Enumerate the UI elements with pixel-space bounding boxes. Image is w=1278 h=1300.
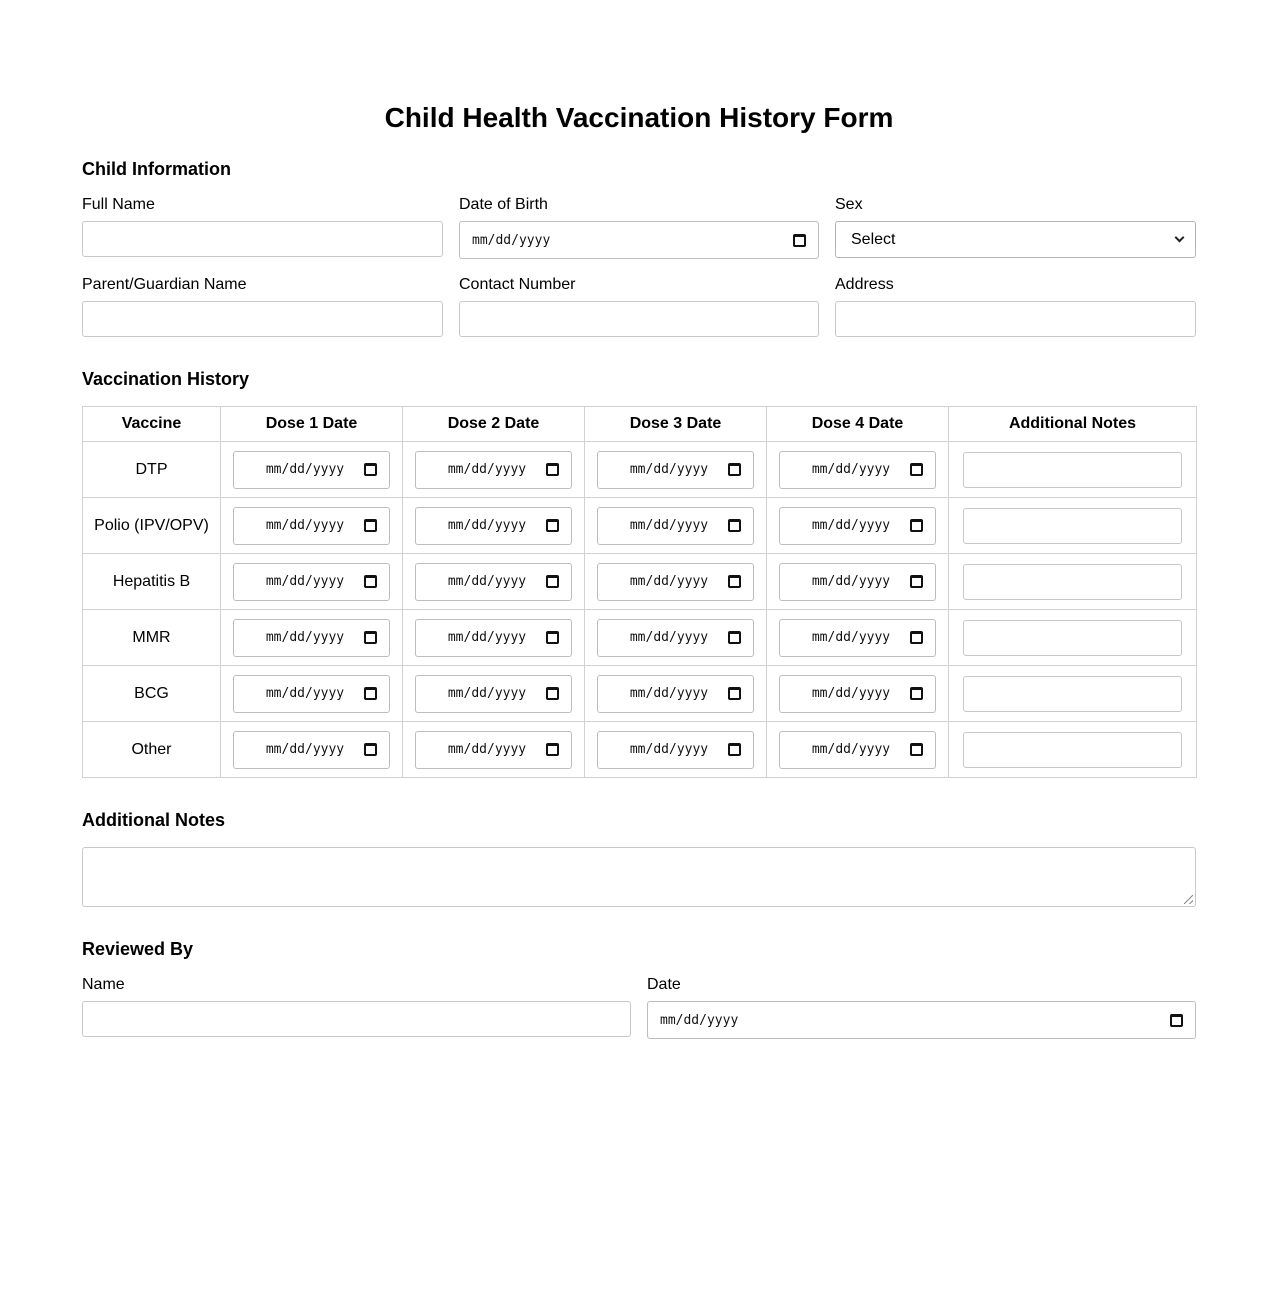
notes-cell (949, 666, 1197, 722)
row-notes-input[interactable] (963, 452, 1182, 488)
dose-4-cell (767, 554, 949, 610)
resize-handle-icon[interactable] (1184, 895, 1193, 904)
calendar-icon[interactable] (364, 631, 377, 644)
sex-select-value: Select (851, 230, 896, 248)
dose-4-date-input[interactable] (779, 675, 936, 713)
calendar-icon[interactable] (546, 575, 559, 588)
additional-notes-heading: Additional Notes (82, 810, 225, 830)
date-placeholder: mm/dd/yyyy (629, 630, 709, 645)
row-notes-input[interactable] (963, 676, 1182, 712)
reviewer-name-input[interactable] (82, 1001, 631, 1037)
dose-3-cell (585, 442, 767, 498)
date-placeholder: mm/dd/yyyy (447, 686, 527, 701)
dose-2-cell (403, 498, 585, 554)
vaccine-name-cell: Other (83, 722, 221, 778)
calendar-icon[interactable] (728, 687, 741, 700)
dose-1-date-input[interactable] (233, 731, 390, 769)
review-date-label: Date (647, 976, 681, 993)
parent-guardian-input[interactable] (82, 301, 443, 337)
date-placeholder: mm/dd/yyyy (811, 574, 891, 589)
dose-4-cell (767, 610, 949, 666)
date-of-birth-label: Date of Birth (459, 196, 548, 213)
parent-guardian-label: Parent/Guardian Name (82, 276, 247, 293)
table-row (83, 666, 1197, 722)
calendar-icon[interactable] (728, 463, 741, 476)
calendar-icon[interactable] (546, 631, 559, 644)
dose-3-cell (585, 498, 767, 554)
vaccination-table (82, 406, 1197, 778)
dose-2-date-input[interactable] (415, 731, 572, 769)
calendar-icon[interactable] (793, 234, 806, 247)
notes-cell (949, 498, 1197, 554)
sex-label: Sex (835, 196, 863, 213)
dose-3-cell (585, 666, 767, 722)
dose-2-cell (403, 442, 585, 498)
date-placeholder: mm/dd/yyyy (265, 630, 345, 645)
date-placeholder: mm/dd/yyyy (660, 1012, 739, 1028)
dose-1-date-input[interactable] (233, 507, 390, 545)
dose-1-cell (221, 442, 403, 498)
date-placeholder: mm/dd/yyyy (472, 232, 551, 248)
dose-1-date-input[interactable] (233, 563, 390, 601)
contact-number-input[interactable] (459, 301, 819, 337)
dose-2-cell (403, 666, 585, 722)
calendar-icon[interactable] (364, 519, 377, 532)
calendar-icon[interactable] (546, 743, 559, 756)
date-placeholder: mm/dd/yyyy (265, 462, 345, 477)
dose-1-date-input[interactable] (233, 675, 390, 713)
calendar-icon[interactable] (728, 575, 741, 588)
full-name-input[interactable] (82, 221, 443, 257)
table-row (83, 554, 1197, 610)
calendar-icon[interactable] (364, 575, 377, 588)
row-notes-input[interactable] (963, 732, 1182, 768)
review-date-input[interactable] (647, 1001, 1196, 1039)
address-input[interactable] (835, 301, 1196, 337)
calendar-icon[interactable] (910, 463, 923, 476)
dose-4-date-input[interactable] (779, 451, 936, 489)
dose-3-date-input[interactable] (597, 563, 754, 601)
dose-4-cell (767, 498, 949, 554)
dose-3-cell (585, 722, 767, 778)
row-notes-input[interactable] (963, 564, 1182, 600)
calendar-icon[interactable] (910, 631, 923, 644)
vaccination-table-body (83, 442, 1197, 778)
notes-cell (949, 442, 1197, 498)
date-placeholder: mm/dd/yyyy (447, 574, 527, 589)
column-header-dose-4: Dose 4 Date (767, 407, 949, 442)
column-header-dose-1: Dose 1 Date (221, 407, 403, 442)
table-row (83, 498, 1197, 554)
calendar-icon[interactable] (364, 463, 377, 476)
reviewed-by-heading: Reviewed By (82, 939, 194, 959)
calendar-icon[interactable] (910, 743, 923, 756)
row-notes-input[interactable] (963, 508, 1182, 544)
date-placeholder: mm/dd/yyyy (629, 462, 709, 477)
notes-cell (949, 722, 1197, 778)
dose-2-date-input[interactable] (415, 507, 572, 545)
dose-4-date-input[interactable] (779, 731, 936, 769)
date-placeholder: mm/dd/yyyy (629, 742, 709, 757)
dose-3-date-input[interactable] (597, 451, 754, 489)
row-notes-input[interactable] (963, 620, 1182, 656)
dose-4-date-input[interactable] (779, 619, 936, 657)
date-placeholder: mm/dd/yyyy (811, 686, 891, 701)
date-of-birth-input[interactable] (459, 221, 819, 259)
date-placeholder: mm/dd/yyyy (811, 518, 891, 533)
page-title: Child Health Vaccination History Form (384, 102, 894, 133)
dose-2-date-input[interactable] (415, 619, 572, 657)
dose-1-date-input[interactable] (233, 451, 390, 489)
dose-2-date-input[interactable] (415, 675, 572, 713)
date-placeholder: mm/dd/yyyy (629, 518, 709, 533)
full-name-label: Full Name (82, 196, 155, 213)
dose-1-cell (221, 498, 403, 554)
calendar-icon[interactable] (546, 687, 559, 700)
address-label: Address (835, 276, 894, 293)
date-placeholder: mm/dd/yyyy (447, 630, 527, 645)
table-row (83, 442, 1197, 498)
column-header-dose-2: Dose 2 Date (403, 407, 585, 442)
reviewer-name-label: Name (82, 976, 125, 993)
table-row (83, 722, 1197, 778)
calendar-icon[interactable] (546, 463, 559, 476)
dose-3-date-input[interactable] (597, 731, 754, 769)
dose-2-cell (403, 610, 585, 666)
table-header-row (83, 407, 1197, 442)
vaccine-name-cell: BCG (83, 666, 221, 722)
dose-1-cell (221, 666, 403, 722)
dose-3-cell (585, 610, 767, 666)
child-information-heading: Child Information (82, 159, 231, 179)
chevron-down-icon (1175, 233, 1185, 243)
dose-4-date-input[interactable] (779, 507, 936, 545)
vaccine-name-cell: Polio (IPV/OPV) (83, 498, 221, 554)
calendar-icon[interactable] (364, 743, 377, 756)
calendar-icon[interactable] (910, 575, 923, 588)
dose-1-cell (221, 610, 403, 666)
vaccine-name-cell: Hepatitis B (83, 554, 221, 610)
date-placeholder: mm/dd/yyyy (629, 574, 709, 589)
date-placeholder: mm/dd/yyyy (629, 686, 709, 701)
dose-4-cell (767, 666, 949, 722)
dose-3-cell (585, 554, 767, 610)
dose-2-date-input[interactable] (415, 563, 572, 601)
contact-number-label: Contact Number (459, 276, 576, 293)
dose-2-cell (403, 722, 585, 778)
date-placeholder: mm/dd/yyyy (447, 742, 527, 757)
dose-1-cell (221, 722, 403, 778)
date-placeholder: mm/dd/yyyy (447, 518, 527, 533)
column-header-additional-notes: Additional Notes (949, 407, 1197, 442)
calendar-icon[interactable] (910, 687, 923, 700)
calendar-icon[interactable] (910, 519, 923, 532)
dose-4-cell (767, 442, 949, 498)
sex-select[interactable] (835, 221, 1196, 258)
dose-1-cell (221, 554, 403, 610)
date-placeholder: mm/dd/yyyy (447, 462, 527, 477)
vaccine-name-cell: MMR (83, 610, 221, 666)
calendar-icon[interactable] (728, 631, 741, 644)
table-row (83, 610, 1197, 666)
vaccine-name-cell: DTP (83, 442, 221, 498)
date-placeholder: mm/dd/yyyy (811, 742, 891, 757)
dose-2-cell (403, 554, 585, 610)
dose-4-cell (767, 722, 949, 778)
dose-4-date-input[interactable] (779, 563, 936, 601)
calendar-icon[interactable] (1170, 1014, 1183, 1027)
date-placeholder: mm/dd/yyyy (811, 630, 891, 645)
notes-cell (949, 554, 1197, 610)
dose-3-date-input[interactable] (597, 507, 754, 545)
column-header-dose-3: Dose 3 Date (585, 407, 767, 442)
date-placeholder: mm/dd/yyyy (265, 518, 345, 533)
column-header-vaccine: Vaccine (83, 407, 221, 442)
date-placeholder: mm/dd/yyyy (265, 742, 345, 757)
calendar-icon[interactable] (728, 519, 741, 532)
calendar-icon[interactable] (546, 519, 559, 532)
dose-1-date-input[interactable] (233, 619, 390, 657)
date-placeholder: mm/dd/yyyy (265, 574, 345, 589)
dose-3-date-input[interactable] (597, 675, 754, 713)
dose-3-date-input[interactable] (597, 619, 754, 657)
calendar-icon[interactable] (364, 687, 377, 700)
dose-2-date-input[interactable] (415, 451, 572, 489)
calendar-icon[interactable] (728, 743, 741, 756)
additional-notes-textarea[interactable] (82, 847, 1196, 907)
notes-cell (949, 610, 1197, 666)
date-placeholder: mm/dd/yyyy (811, 462, 891, 477)
vaccination-history-heading: Vaccination History (82, 369, 250, 389)
date-placeholder: mm/dd/yyyy (265, 686, 345, 701)
